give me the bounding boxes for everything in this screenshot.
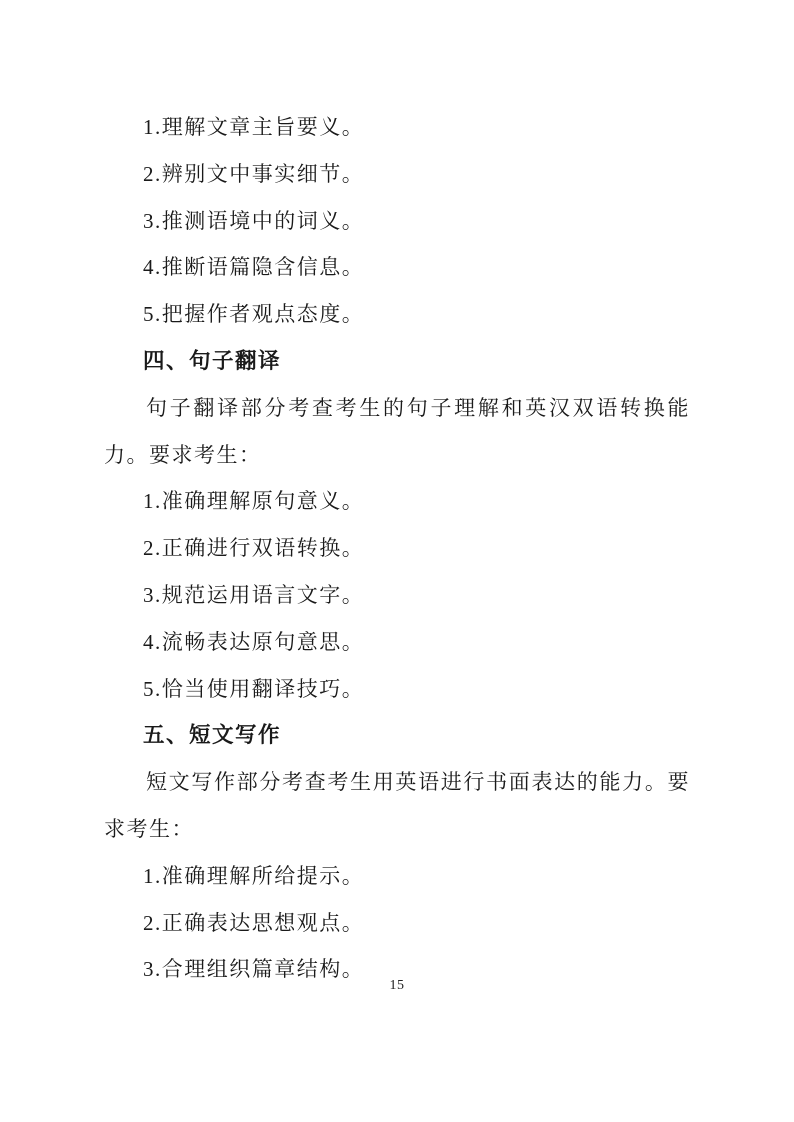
section-heading-sentence-translation: 四、句子翻译 — [143, 348, 282, 373]
section-heading-short-writing: 五、短文写作 — [143, 723, 282, 748]
list-item: 2.正确进行双语转换。 — [143, 536, 365, 561]
list-item: 5.把握作者观点态度。 — [143, 302, 365, 327]
list-item: 4.流畅表达原句意思。 — [143, 629, 365, 654]
document-body — [104, 104, 690, 993]
section-paragraph-short-writing: 短文写作部分考查考生用英语进行书面表达的能力。要求考生： — [104, 770, 690, 841]
list-item: 4.推断语篇隐含信息。 — [143, 255, 365, 280]
list-item: 3.合理组织篇章结构。 — [143, 957, 365, 982]
list-item: 2.正确表达思想观点。 — [143, 910, 365, 935]
section-paragraph-sentence-translation: 句子翻译部分考查考生的句子理解和英汉双语转换能力。要求考生： — [104, 395, 690, 467]
list-item: 5.恰当使用翻译技巧。 — [143, 676, 365, 701]
list-item: 3.规范运用语言文字。 — [143, 582, 365, 607]
page-number: 15 — [389, 978, 405, 993]
list-item: 2.辨别文中事实细节。 — [143, 161, 365, 186]
list-item: 1.理解文章主旨要义。 — [143, 115, 365, 139]
list-item: 1.准确理解原句意义。 — [143, 489, 365, 514]
list-item: 3.推测语境中的词义。 — [143, 208, 365, 233]
list-item: 1.准确理解所给提示。 — [143, 863, 365, 888]
